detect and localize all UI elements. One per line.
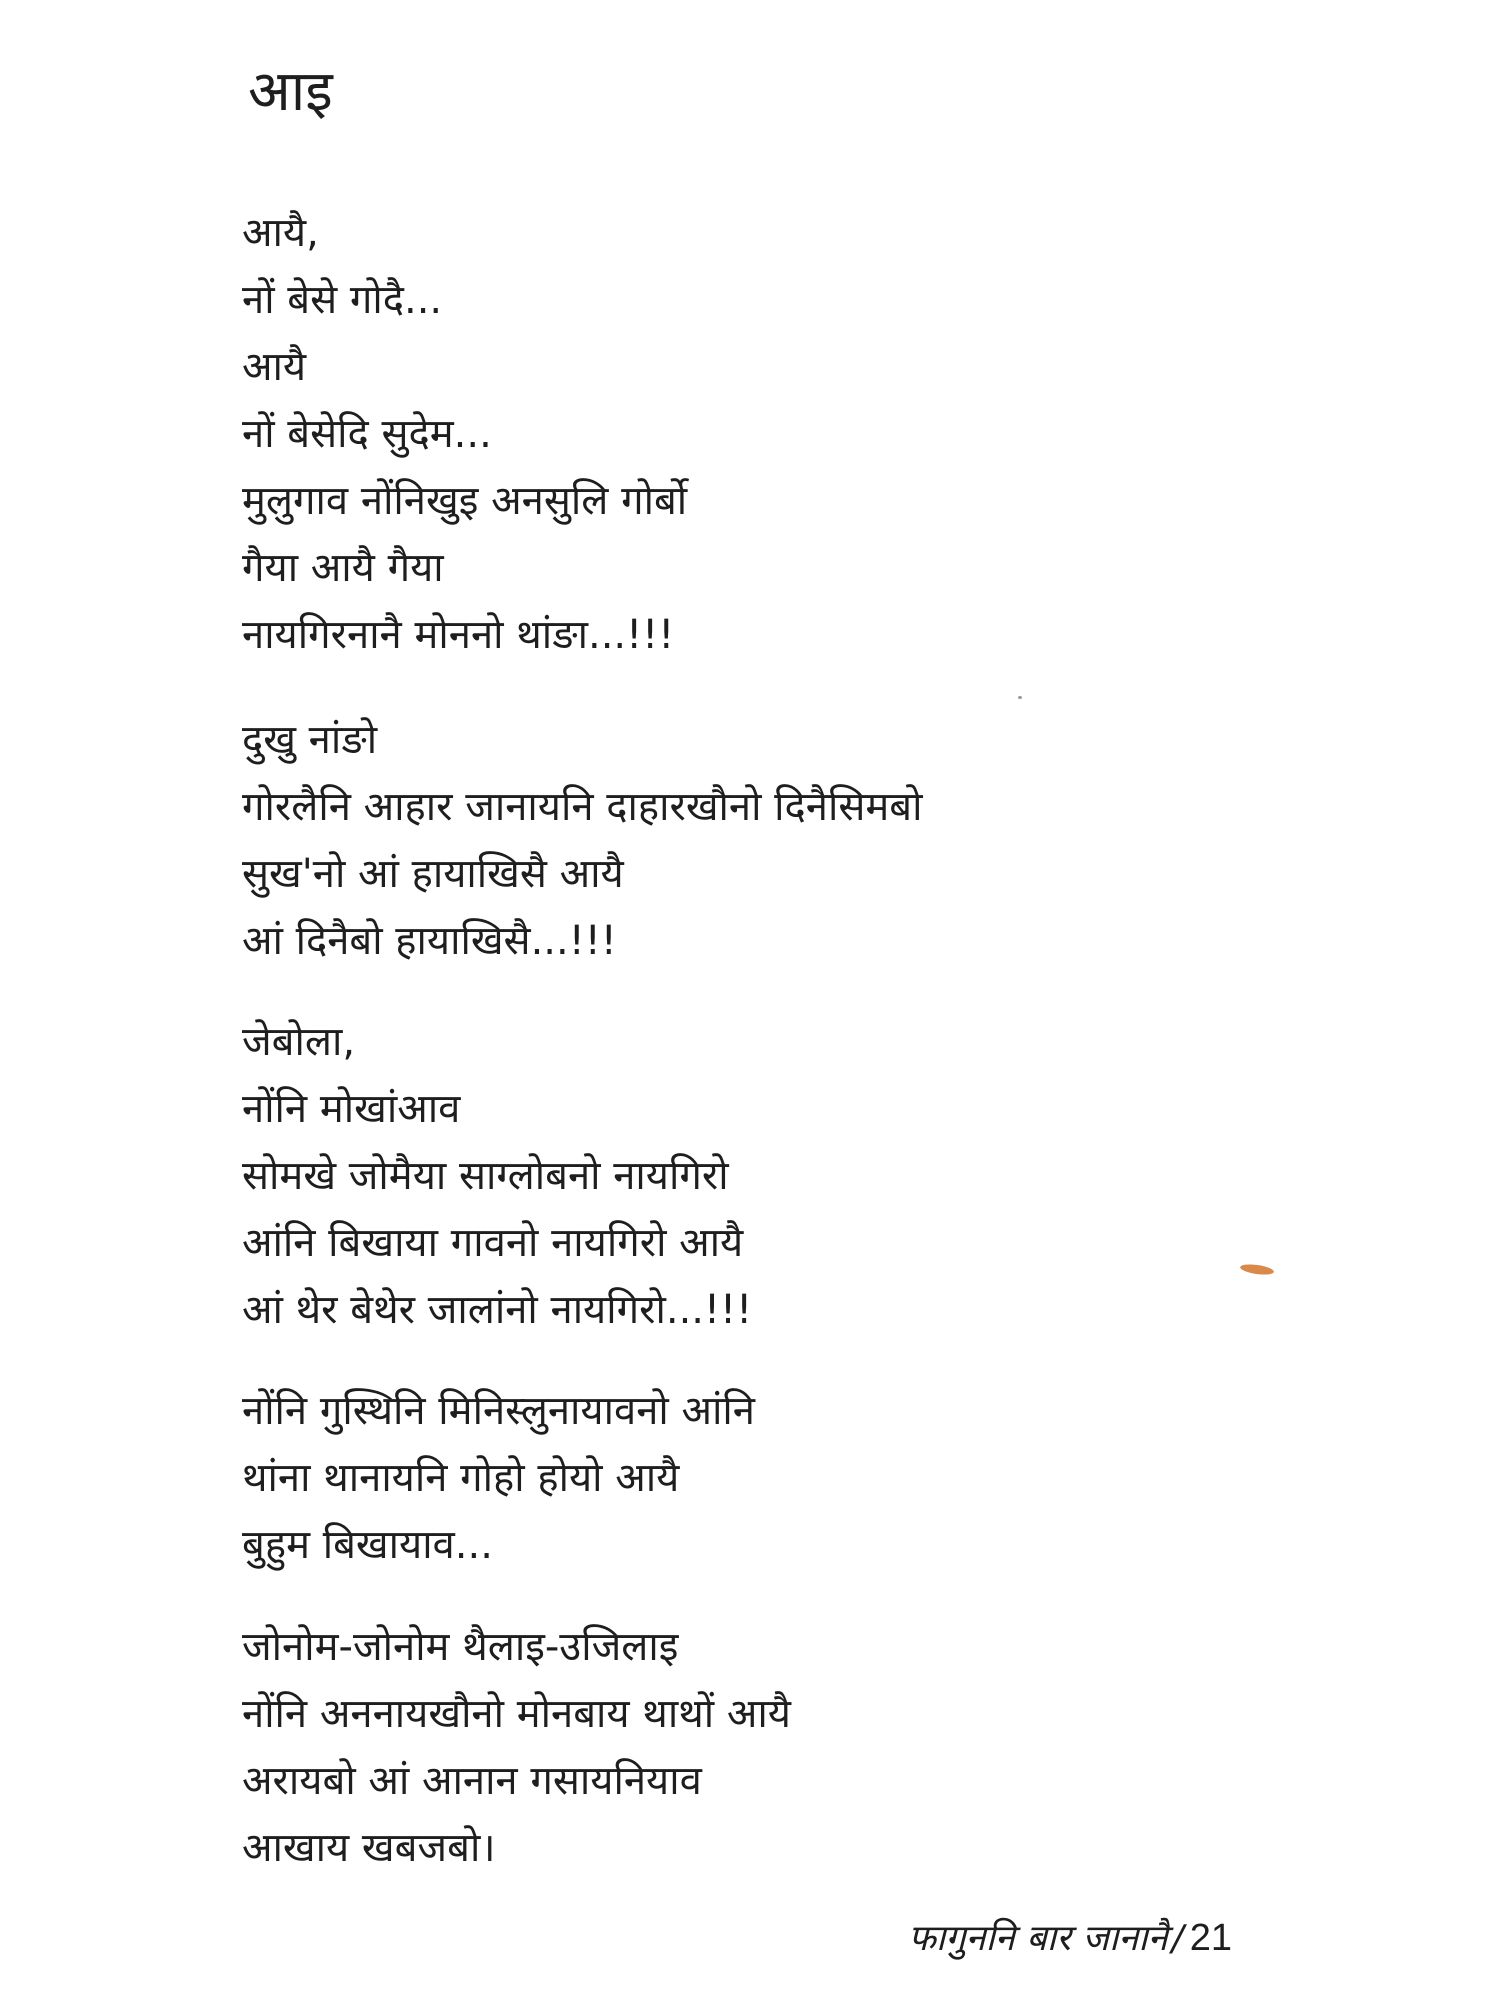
page-footer bbox=[908, 1912, 1232, 1965]
page-number: 21 bbox=[1189, 1917, 1232, 1959]
stanza-4 bbox=[242, 1378, 755, 1579]
poem-line: अरायबो आं आनान गसायनियाव bbox=[242, 1758, 702, 1804]
poem-line: दुखु नांङो bbox=[242, 717, 378, 763]
poem-line: मुलुगाव नोंनिखुइ अनसुलि गोर्बो bbox=[242, 478, 688, 524]
poem-title: आइ bbox=[248, 59, 333, 124]
poem-line: जेबोला, bbox=[242, 1019, 356, 1065]
poem-line: आं दिनैबो हायाखिसै...!!! bbox=[242, 918, 617, 964]
poem-line: गोरलैनि आहार जानायनि दाहारखौनो दिनैसिमबो bbox=[242, 784, 923, 830]
footer-separator: / bbox=[1171, 1918, 1184, 1959]
poem-line: आंनि बिखाया गावनो नायगिरो आयै bbox=[242, 1220, 744, 1266]
poem-line: नोंनि मोखांआव bbox=[242, 1086, 461, 1132]
poem-line: नायगिरनानै मोननो थांङा...!!! bbox=[242, 612, 675, 658]
stanza-1 bbox=[242, 200, 687, 669]
paper-dust-dot bbox=[1018, 696, 1022, 699]
poem-line: नोंनि अननायखौनो मोनबाय थाथों आयै bbox=[242, 1691, 791, 1737]
poem-line: आयै bbox=[242, 344, 307, 390]
poem-line: नों बेसे गोदै... bbox=[242, 277, 443, 323]
stanza-2 bbox=[242, 707, 923, 975]
poem-line: जोनोम-जोनोम थैलाइ-उजिलाइ bbox=[242, 1624, 679, 1670]
poem-line: आखाय खबजबो। bbox=[242, 1825, 496, 1871]
poem-line: आयै, bbox=[242, 210, 319, 256]
stanza-5 bbox=[242, 1614, 791, 1882]
poem-line: सुख'नो आं हायाखिसै आयै bbox=[242, 851, 624, 897]
poem-line: नों बेसेदि सुदेम... bbox=[242, 411, 492, 457]
poem-line: सोमखे जोमैया साग्लोबनो नायगिरो bbox=[242, 1153, 729, 1199]
poem-line: आं थेर बेथेर जालांनो नायगिरो...!!! bbox=[242, 1287, 753, 1333]
book-title: फागुननि बार जानानै bbox=[908, 1918, 1168, 1959]
poem-line: बुहुम बिखायाव... bbox=[242, 1522, 493, 1568]
poem-line: थांना थानायनि गोहो होयो आयै bbox=[242, 1455, 680, 1501]
paper-speck-mark bbox=[1240, 1263, 1275, 1277]
poem-line: नोंनि गुस्थिनि मिनिस्लुनायावनो आंनि bbox=[242, 1388, 755, 1434]
stanza-3 bbox=[242, 1009, 752, 1344]
poem-line: गैया आयै गैया bbox=[242, 545, 444, 591]
